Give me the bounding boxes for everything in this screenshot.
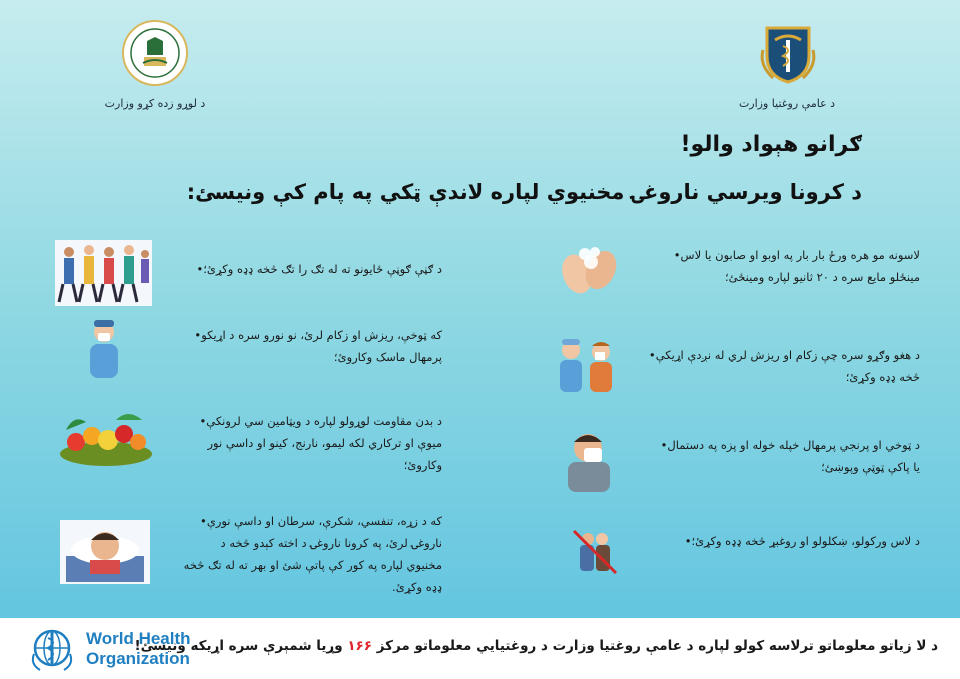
who-emblem-icon <box>28 624 76 676</box>
who-line2: Organization <box>86 649 190 668</box>
tip-line: د هغو وګړو سره چې زکام او ریزش لري له نږدې اړیکې <box>655 348 920 362</box>
footer-bar <box>0 618 960 679</box>
footer-msg-part1: د لا زیاتو معلوماتو ترلاسه کولو لپاره د عامې روغتیا وزارت د روغتیایي معلوماتو مرکز <box>376 638 938 654</box>
tip-line: پرمهال ماسک وکاروئ؛ <box>333 350 442 364</box>
tip-line: څخه ډډه وکړئ؛ <box>845 370 920 384</box>
right-logo <box>755 20 821 86</box>
tip-line: یا پاکې ټوټې وپوښئ؛ <box>821 460 920 474</box>
tip-line: که د زړه، تنفسي، شکرې، سرطان او داسې نورې <box>206 514 442 528</box>
sick-in-bed-icon <box>60 520 150 588</box>
fruits-vegetables-icon <box>58 408 154 472</box>
footer-message <box>135 638 939 654</box>
tip-chronic-stay-home: که د زړه، تنفسي، شکرې، سرطان او داسې نورې• ناروغۍ لرئ، په کرونا ناروغۍ د اخته کېدو څخه د مخنیوي لپاره په کور کې پاتې شئ او بهر ته له تګ څخه ډډه وکړئ. <box>170 510 442 598</box>
handwash-icon <box>555 240 625 306</box>
who-line1: World Health <box>86 629 191 648</box>
higher-education-seal-icon <box>122 20 188 86</box>
greeting-title: ګرانو هېواد والو! <box>680 132 862 157</box>
left-logo-label: د لوړو زده کړو وزارت <box>104 97 206 110</box>
tip-line: که ټوخې، ریزش او زکام لرئ، نو نورو سره د اړیکو <box>201 328 442 342</box>
tip-wear-mask: که ټوخې، ریزش او زکام لرئ، نو نورو سره د اړیکو• پرمهال ماسک وکاروئ؛ <box>170 324 442 368</box>
tip-line: ډډه وکړئ. <box>392 580 442 594</box>
crowd-icon <box>55 240 152 310</box>
tip-line: ناروغۍ لرئ، په کرونا ناروغۍ د اخته کېدو څخه د <box>220 536 442 550</box>
tip-line: د ګڼې ګوڼې ځایونو ته له تګ را تګ څخه ډډه وکړئ؛ <box>203 262 442 276</box>
sick-people-icon <box>553 336 623 400</box>
tip-avoid-crowds: د ګڼې ګوڼې ځایونو ته له تګ را تګ څخه ډډه وکړئ؛• <box>196 262 442 276</box>
tip-line: وکاروئ؛ <box>403 458 442 472</box>
footer-msg-part2: وړیا شمېرې سره اړیکه ونیسئ! <box>134 638 343 654</box>
tip-avoid-sick: د هغو وګړو سره چې زکام او ریزش لري له نږدې اړیکې• څخه ډډه وکړئ؛ <box>632 344 920 388</box>
tip-vitamin-c: د بدن مقاومت لوړولو لپاره د ویټامین سي لرونکې• میوې او ترکاري لکه لیمو، نارنج، کینو او داسې نور وکاروئ؛ <box>170 410 442 476</box>
tip-line: د بدن مقاومت لوړولو لپاره د ویټامین سي لرونکې <box>206 414 442 428</box>
left-logo <box>122 20 188 86</box>
tip-line: لاسونه مو هره ورځ بار بار په اوبو او صابون یا لاس <box>680 248 920 262</box>
public-health-emblem-icon <box>755 20 821 86</box>
tip-line: د ټوخي او پرنجي پرمهال خپله خوله او پزه په دستمال <box>667 438 920 452</box>
hotline-number: ۱۶۶ <box>347 638 373 654</box>
tip-cover-cough: د ټوخي او پرنجي پرمهال خپله خوله او پزه په دستمال• یا پاکې ټوټې وپوښئ؛ <box>632 434 920 478</box>
headline-title: د کرونا ویرسي ناروغۍ مخنیوي لپاره لاندې ټکي په پام کې ونیسئ: <box>186 180 862 204</box>
tip-line: مینځلو مایع سره د ۲۰ ثانیو لپاره ومینځئ؛ <box>724 270 920 284</box>
tip-handwash: لاسونه مو هره ورځ بار بار په اوبو او صابون یا لاس• مینځلو مایع سره د ۲۰ ثانیو لپاره ومینځئ؛ <box>632 244 920 288</box>
cough-tissue-icon <box>558 428 620 498</box>
tip-line: میوې او ترکاري لکه لیمو، نارنج، کینو او داسې نور <box>207 436 442 450</box>
right-logo-label: د عامې روغتیا وزارت <box>738 97 836 110</box>
tip-line: مخنیوي لپاره په کور کې پاتې شئ او بهر ته له تګ څخه <box>183 558 442 572</box>
masked-person-icon <box>84 318 124 384</box>
tip-no-handshake: د لاس ورکولو، ښکلولو او روغبړ څخه ډډه وکړئ؛• <box>684 534 920 548</box>
tip-line: د لاس ورکولو، ښکلولو او روغبړ څخه ډډه وکړئ؛ <box>691 534 920 548</box>
no-hug-icon <box>570 527 620 581</box>
